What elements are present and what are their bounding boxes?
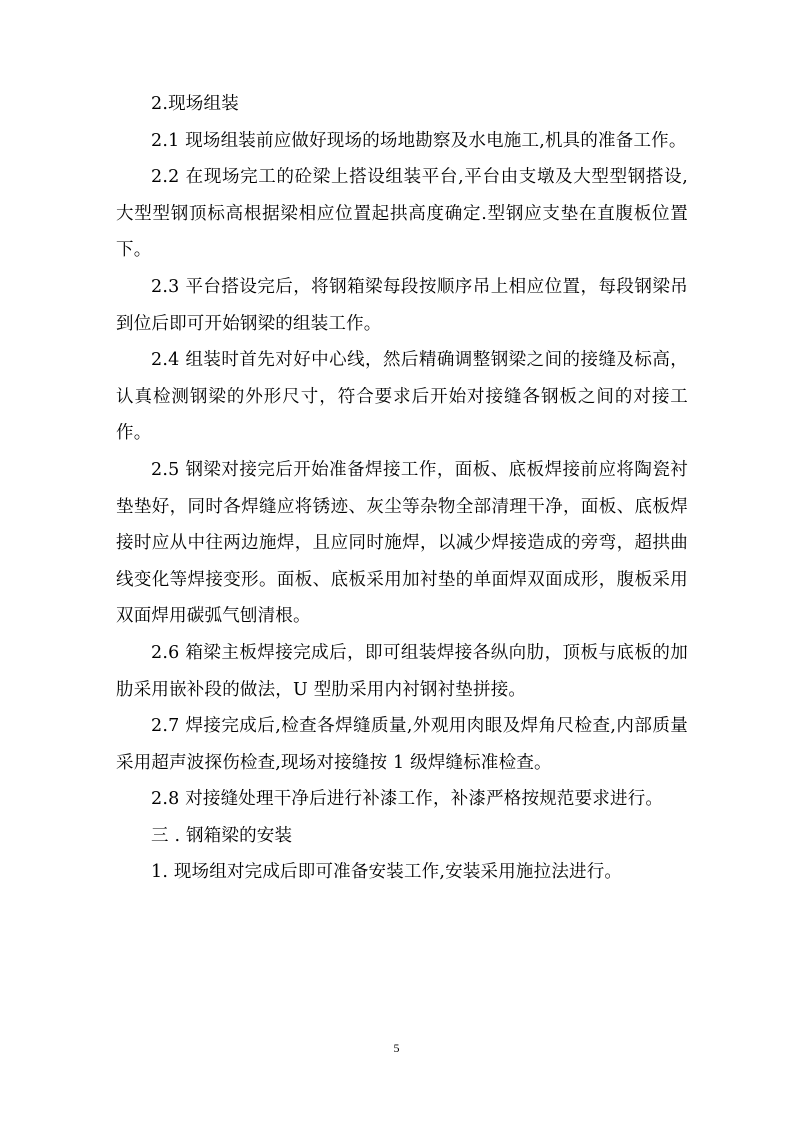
paragraph-2-2: 2.2 在现场完工的砼梁上搭设组装平台,平台由支墩及大型型钢搭设,大型型钢顶标高根据梁相应位置起拱高度确定.型钢应支垫在直腹板位置下。 bbox=[116, 167, 688, 261]
heading-site-assembly: 2.现场组装 bbox=[151, 94, 239, 114]
heading-section-3: 三 . 钢箱梁的安装 bbox=[151, 825, 293, 846]
page-number: 5 bbox=[393, 1041, 400, 1055]
body-text bbox=[116, 86, 688, 891]
paragraph-2-6: 2.6 箱梁主板焊接完成后，即可组装焊接各纵向肋，顶板与底板的加肋采用嵌补段的做法，U 型肋采用内衬钢衬垫拼接。 bbox=[116, 642, 688, 700]
paragraph-2-8: 2.8 对接缝处理干净后进行补漆工作，补漆严格按规范要求进行。 bbox=[151, 789, 664, 810]
paragraph-2-3: 2.3 平台搭设完后，将钢箱梁每段按顺序吊上相应位置，每段钢梁吊到位后即可开始钢梁的组装工作。 bbox=[116, 276, 688, 334]
paragraph-2-5: 2.5 钢梁对接完后开始准备焊接工作，面板、底板焊接前应将陶瓷衬垫垫好，同时各焊缝应将锈迹、灰尘等杂物全部清理干净，面板、底板焊接时应从中往两边施焊，且应同时施焊，以减少焊接造成的旁弯，超拱曲线变化等焊接变形。面板、底板采用加衬垫的单面焊双面成形，腹板采用双面焊用碳弧气刨清根。 bbox=[116, 459, 688, 627]
paragraph-2-1: 2.1 现场组装前应做好现场的场地勘察及水电施工,机具的准备工作。 bbox=[151, 130, 687, 151]
paragraph-3-1: 1. 现场组对完成后即可准备安装工作,安装采用施拉法进行。 bbox=[151, 862, 623, 883]
paragraph-2-4: 2.4 组装时首先对好中心线，然后精确调整钢梁之间的接缝及标高，认真检测钢梁的外形尺寸，符合要求后开始对接缝各钢板之间的对接工作。 bbox=[116, 350, 688, 444]
paragraph-2-7: 2.7 焊接完成后,检查各焊缝质量,外观用肉眼及焊角尺检查,内部质量采用超声波探伤检查,现场对接缝按 1 级焊缝标准检查。 bbox=[116, 716, 688, 773]
